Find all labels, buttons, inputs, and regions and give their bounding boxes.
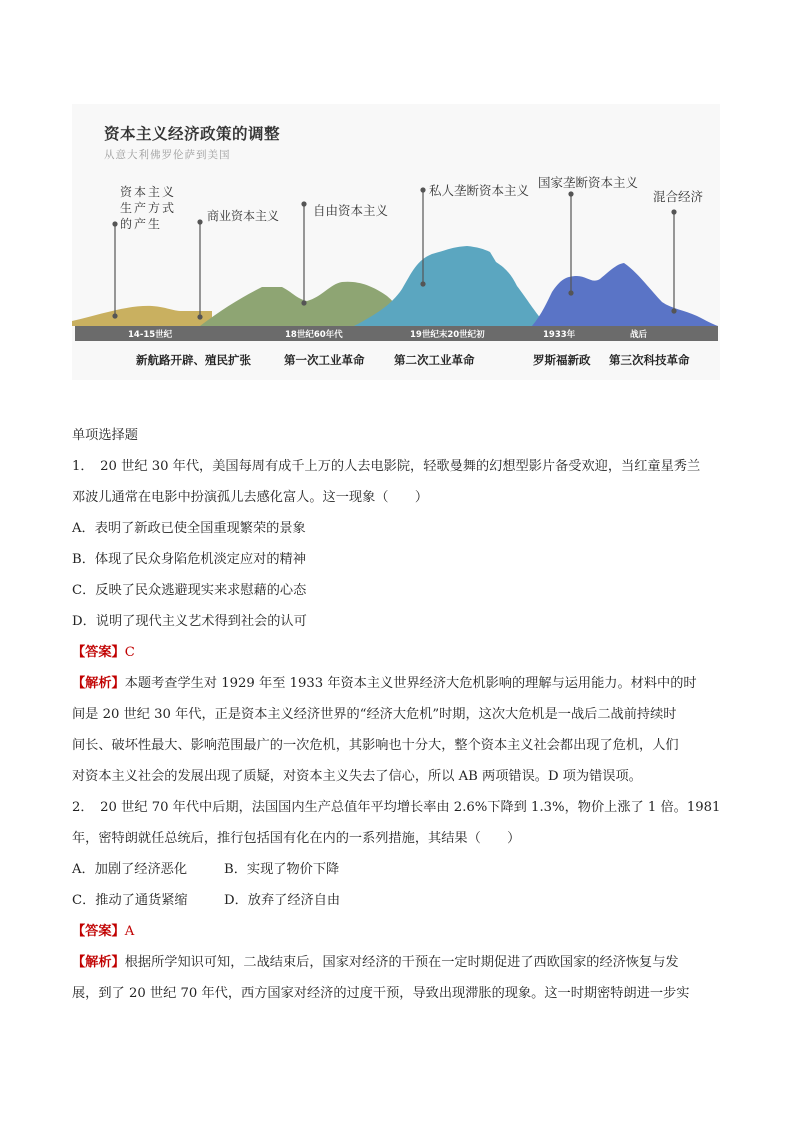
era-label: 14-15世纪 [128,330,173,340]
question-stem-line: 年，密特朗就任总统后，推行包括国有化在内的一系列措施，其结果（ ） [72,831,521,846]
option-c: C．反映了民众逃避现实来求慰藉的心态 [72,583,307,598]
hill-gold [72,306,212,326]
analysis-line: 间是 20 世纪 30 年代，正是资本主义经济世界的“经济大危机”时期，这次大危机是一战后二战前持续时 [72,707,677,722]
stage-label-mixed: 混合经济 [653,189,704,204]
event-label: 罗斯福新政 [533,353,591,367]
analysis-line: 对资本主义社会的发展出现了质疑，对资本主义失去了信心，所以 AB 两项错误。D 项为错误项。 [72,769,642,784]
answer-line [72,637,722,668]
stage-label-line: 资本主义 [120,185,177,199]
figure-title: 资本主义经济政策的调整 [104,125,281,143]
era-label: 18世纪60年代 [285,330,343,340]
era-label: 战后 [630,330,648,340]
hill-teal [354,246,547,326]
question-1 [72,451,722,792]
option-d: D．说明了现代主义艺术得到社会的认可 [72,614,307,629]
pointer-dot [420,187,425,192]
answer-value: C [124,645,135,660]
stage-label-free: 自由资本主义 [313,203,389,218]
option-d: D．放弃了经济自由 [224,893,341,908]
question-stem-line: 1． 20 世纪 30 年代，美国每周有成千上万的人去电影院，轻歌曼舞的幻想型影片备受欢迎，当红童星秀兰 [72,459,701,474]
options-row [72,885,722,916]
pointer-dot [568,191,573,196]
hill-blue [532,263,718,326]
analysis-line [72,947,722,978]
era-label: 1933年 [543,330,576,340]
figure-subtitle: 从意大利佛罗伦萨到美国 [104,149,231,161]
stage-label-line: 生产方式 [120,201,177,215]
option-b: B．实现了物价下降 [224,862,340,877]
analysis-line [72,668,722,699]
analysis-text: 本题考查学生对 1929 年至 1933 年资本主义世界经济大危机影响的理解与运用能力。材料中的时 [124,676,697,691]
era-label: 19世纪末20世纪初 [410,330,485,340]
options-row [72,854,722,885]
pointer-dot [301,300,306,305]
analysis-tag: 【解析】 [72,676,125,691]
analysis-line: 间长、破坏性最大、影响范围最广的一次危机，其影响也十分大，整个资本主义社会都出现了危机，人们 [72,738,679,753]
pointer-dot [112,313,117,318]
pointer-dot [112,221,117,226]
section-title: 单项选择题 [72,428,138,443]
stage-label-state-monopoly: 国家垄断资本主义 [538,175,639,190]
question-stem-line: 邓波儿通常在电影中扮演孤儿去感化富人。这一现象（ ） [72,490,429,505]
answer-tag: 【答案】 [72,924,125,939]
timeline-figure [72,104,720,380]
pointer-dot [197,314,202,319]
event-label: 第三次科技革命 [609,353,690,367]
pointer-dot [301,201,306,206]
analysis-tag: 【解析】 [72,955,125,970]
pointer-dot [568,290,573,295]
pointer-dot [420,281,425,286]
question-2 [72,792,722,1009]
answer-tag: 【答案】 [72,645,125,660]
event-label: 第二次工业革命 [394,353,475,367]
question-stem-line: 2． 20 世纪 70 年代中后期，法国国内生产总值年平均增长率由 2.6%下降到 1.3%，物价上涨了 1 倍。1981 [72,800,721,815]
event-label: 第一次工业革命 [284,353,365,367]
answer-line [72,916,722,947]
pointer-dot [197,219,202,224]
analysis-line: 展，到了 20 世纪 70 年代，西方国家对经济的过度干预，导致出现滞胀的现象。这一时期密特朗进一步实 [72,986,690,1001]
option-b: B．体现了民众身陷危机淡定应对的精神 [72,552,306,567]
answer-value: A [124,924,135,939]
pointer-dot [671,209,676,214]
stage-label-private-monopoly: 私人垄断资本主义 [429,183,530,198]
option-c: C．推动了通货紧缩 [72,893,188,908]
option-a: A．加剧了经济恶化 [72,862,188,877]
stage-label-origin [120,184,176,232]
analysis-text: 根据所学知识可知，二战结束后，国家对经济的干预在一定时期促进了西欧国家的经济恢复与发 [124,955,679,970]
stage-label-commercial: 商业资本主义 [207,209,280,223]
option-a: A．表明了新政已使全国重现繁荣的景象 [72,521,306,536]
pointer-dot [671,308,676,313]
document-body [72,420,722,1009]
event-label: 新航路开辟、殖民扩张 [136,353,251,367]
stage-label-line: 的产生 [120,217,163,231]
